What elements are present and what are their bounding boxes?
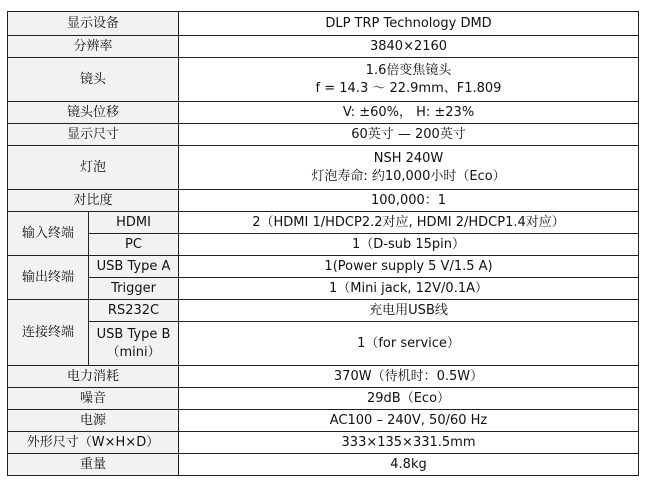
spec-table-container (7, 11, 639, 476)
row-value-display-device: DLP TRP Technology DMD (179, 12, 639, 36)
table-row (8, 410, 639, 432)
row-value-lens (179, 58, 639, 102)
table-row (8, 102, 639, 124)
table-row (8, 278, 639, 300)
table-row (8, 146, 639, 190)
table-row (8, 322, 639, 366)
group-label-connect: 连接终端 (8, 300, 89, 366)
row-value-weight: 4.8kg (179, 454, 639, 476)
usb-type-b-label-line2: （mini） (106, 344, 161, 360)
row-label-lamp: 灯泡 (8, 146, 179, 190)
table-row (8, 454, 639, 476)
group-label-input: 输入终端 (8, 212, 89, 256)
table-row (8, 190, 639, 212)
lamp-value-line1: NSH 240W (373, 150, 444, 166)
row-label-pc: PC (89, 234, 179, 256)
row-label-resolution: 分辨率 (8, 36, 179, 58)
row-value-contrast: 100,000：1 (179, 190, 639, 212)
row-label-rs232c: RS232C (89, 300, 179, 322)
row-label-lens: 镜头 (8, 58, 179, 102)
row-label-hdmi: HDMI (89, 212, 179, 234)
row-label-noise: 噪音 (8, 388, 179, 410)
row-label-usb-type-a: USB Type A (89, 256, 179, 278)
row-value-power-consumption: 370W（待机时：0.5W） (179, 366, 639, 388)
row-value-lamp (179, 146, 639, 190)
row-label-power-supply: 电源 (8, 410, 179, 432)
table-row (8, 12, 639, 36)
row-value-trigger: 1（Mini jack, 12V/0.1A） (179, 278, 639, 300)
lens-value-line1: 1.6倍变焦镜头 (365, 62, 452, 78)
row-label-display-device: 显示设备 (8, 12, 179, 36)
lens-value-line2: f = 14.3 ～ 22.9mm、F1.809 (315, 80, 502, 96)
row-value-screen-size: 60英寸 — 200英寸 (179, 124, 639, 146)
row-label-screen-size: 显示尺寸 (8, 124, 179, 146)
table-row (8, 234, 639, 256)
row-value-usb-type-b: 1（for service） (179, 322, 639, 366)
table-row (8, 36, 639, 58)
row-label-power-consumption: 电力消耗 (8, 366, 179, 388)
row-value-usb-type-a: 1(Power supply 5 V/1.5 A) (179, 256, 639, 278)
table-row (8, 124, 639, 146)
row-label-dimensions: 外形尺寸（W×H×D） (8, 432, 179, 454)
row-label-lens-shift: 镜头位移 (8, 102, 179, 124)
row-value-resolution: 3840×2160 (179, 36, 639, 58)
table-row (8, 366, 639, 388)
table-row (8, 432, 639, 454)
row-label-contrast: 对比度 (8, 190, 179, 212)
row-label-weight: 重量 (8, 454, 179, 476)
table-row (8, 388, 639, 410)
spec-table (7, 11, 639, 476)
row-value-hdmi: 2（HDMI 1/HDCP2.2对应, HDMI 2/HDCP1.4对应） (179, 212, 639, 234)
lamp-value-line2: 灯泡寿命: 约10,000小时（Eco） (311, 168, 506, 184)
row-value-rs232c: 充电用USB线 (179, 300, 639, 322)
row-label-trigger: Trigger (89, 278, 179, 300)
table-row (8, 300, 639, 322)
row-label-usb-type-b (89, 322, 179, 366)
row-value-noise: 29dB（Eco） (179, 388, 639, 410)
table-row (8, 256, 639, 278)
row-value-pc: 1（D-sub 15pin） (179, 234, 639, 256)
row-value-lens-shift: V: ±60%， H: ±23% (179, 102, 639, 124)
group-label-output: 输出终端 (8, 256, 89, 300)
table-row (8, 58, 639, 102)
row-value-power-supply: AC100 – 240V, 50/60 Hz (179, 410, 639, 432)
usb-type-b-label-line1: USB Type B (96, 326, 171, 342)
table-row (8, 212, 639, 234)
row-value-dimensions: 333×135×331.5mm (179, 432, 639, 454)
